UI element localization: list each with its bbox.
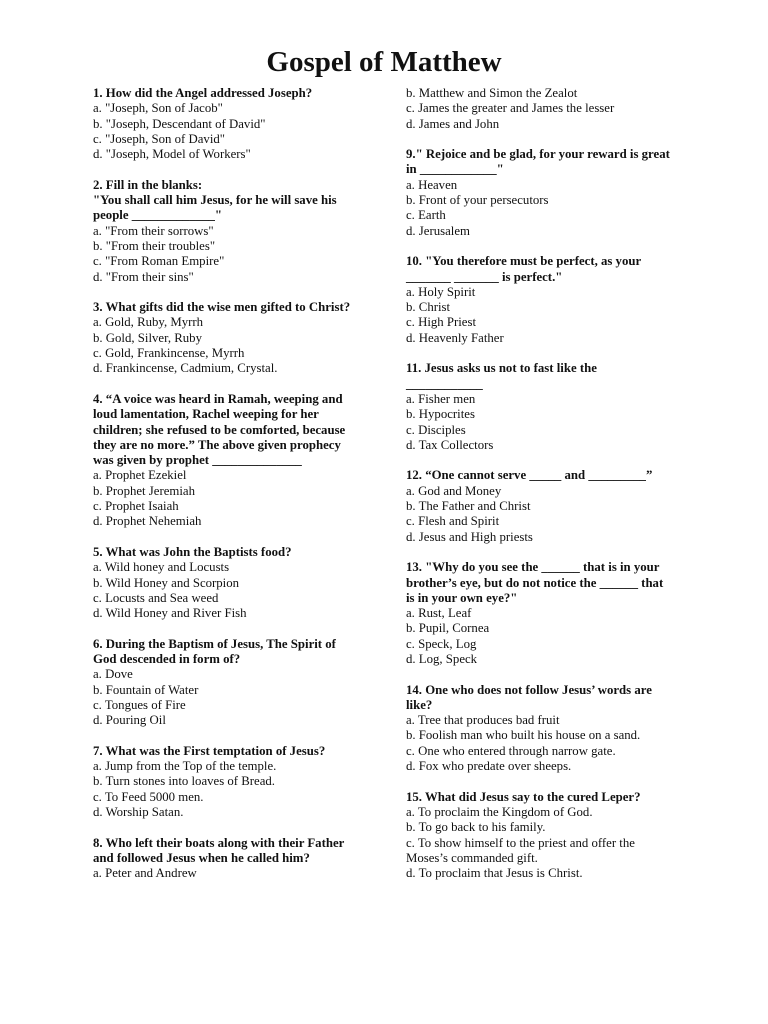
question-7-option-c: c. To Feed 5000 men.: [93, 789, 204, 804]
question-15-option-a: a. To proclaim the Kingdom of God.: [406, 804, 593, 819]
question-13-option-c: c. Speck, Log: [406, 636, 477, 651]
question-1-text: 1. How did the Angel addressed Joseph?: [93, 86, 313, 100]
question-11-text: 11. Jesus asks us not to fast like the ____________: [406, 361, 597, 391]
question-1-option-b: b. "Joseph, Descendant of David": [93, 116, 266, 131]
question-13-option-a: a. Rust, Leaf: [406, 606, 472, 621]
question-14-text: 14. One who does not follow Jesus’ words are like?: [406, 682, 652, 712]
question-5-option-a: a. Wild honey and Locusts: [93, 560, 230, 575]
question-10-option-d: d. Heavenly Father: [406, 330, 504, 345]
question-12-text: 12. “One cannot serve _____ and _________”: [406, 468, 653, 483]
question-1-option-d: d. "Joseph, Model of Workers": [93, 147, 251, 162]
question-15-option-d: d. To proclaim that Jesus is Christ.: [406, 866, 583, 881]
question-6: [93, 637, 361, 729]
question-5-option-c: c. Locusts and Sea weed: [93, 590, 219, 605]
question-5-option-d: d. Wild Honey and River Fish: [93, 606, 247, 621]
question-8-option-b: b. Matthew and Simon the Zealot: [406, 86, 578, 100]
question-8-text: 8. Who left their boats along with their Father and followed Jesus when he called him?: [93, 835, 345, 865]
question-12-option-a: a. God and Money: [406, 483, 502, 498]
question-15-option-c: c. To show himself to the priest and offer the Moses’s commanded gift.: [406, 835, 635, 865]
question-1-option-c: c. "Joseph, Son of David": [93, 131, 226, 146]
question-5-option-b: b. Wild Honey and Scorpion: [93, 575, 240, 590]
question-13-text: 13. "Why do you see the ______ that is in your brother’s eye, but do not notice the ______ that is in your own eye?": [406, 560, 664, 605]
question-8-option-a: a. Peter and Andrew: [93, 866, 197, 881]
question-7-option-a: a. Jump from the Top of the temple.: [93, 759, 277, 774]
question-8: [93, 836, 361, 882]
question-13-option-b: b. Pupil, Cornea: [406, 621, 490, 636]
question-4-option-d: d. Prophet Nehemiah: [93, 514, 202, 529]
question-2-option-d: d. "From their sins": [93, 269, 194, 284]
question-13-option-d: d. Log, Speck: [406, 651, 478, 666]
question-1: [93, 86, 361, 162]
question-13: [406, 560, 674, 667]
question-2-quote: "You shall call him Jesus, for he will save his people _____________": [93, 193, 337, 223]
question-9-text: 9." Rejoice and be glad, for your reward is great in ____________": [406, 147, 670, 177]
question-10-option-c: c. High Priest: [406, 315, 477, 330]
question-9-option-d: d. Jerusalem: [406, 223, 470, 238]
question-2: [93, 178, 361, 285]
question-4-option-b: b. Prophet Jeremiah: [93, 483, 195, 498]
question-14-option-c: c. One who entered through narrow gate.: [406, 743, 616, 758]
question-7-option-d: d. Worship Satan.: [93, 804, 184, 819]
question-4-text: 4. “A voice was heard in Ramah, weeping and loud lamentation, Rachel weeping for her children; she refused to be comforted, because they are no more.” The above given prophecy was given by prophet ______________: [93, 391, 346, 468]
question-12-option-c: c. Flesh and Spirit: [406, 514, 500, 529]
question-5-text: 5. What was John the Baptists food?: [93, 544, 292, 559]
question-14-option-d: d. Fox who predate over sheeps.: [406, 759, 572, 774]
question-7-option-b: b. Turn stones into loaves of Bread.: [93, 774, 275, 789]
question-8-option-c: c. James the greater and James the lesser: [406, 101, 615, 116]
question-4-option-c: c. Prophet Isaiah: [93, 499, 179, 514]
question-6-text: 6. During the Baptism of Jesus, The Spirit of God descended in form of?: [93, 636, 336, 666]
right-column: [406, 86, 674, 897]
question-14-option-a: a. Tree that produces bad fruit: [406, 713, 560, 728]
question-15: [406, 790, 674, 882]
question-9-option-b: b. Front of your persecutors: [406, 193, 549, 208]
question-7-text: 7. What was the First temptation of Jesus?: [93, 743, 326, 758]
page-title: Gospel of Matthew: [266, 46, 502, 78]
question-2-text: 2. Fill in the blanks:: [93, 177, 203, 192]
question-3-text: 3. What gifts did the wise men gifted to Christ?: [93, 300, 351, 315]
question-14: [406, 683, 674, 775]
question-10: [406, 254, 674, 346]
question-3-option-c: c. Gold, Frankincense, Myrrh: [93, 346, 245, 361]
question-8-continued: [406, 86, 674, 132]
question-2-option-b: b. "From their troubles": [93, 238, 216, 253]
question-3: [93, 300, 361, 376]
question-11-option-a: a. Fisher men: [406, 391, 476, 406]
question-11-option-c: c. Disciples: [406, 422, 466, 437]
question-11: [406, 361, 674, 453]
question-11-option-d: d. Tax Collectors: [406, 437, 494, 452]
question-12-option-b: b. The Father and Christ: [406, 499, 531, 514]
question-10-text: 10. "You therefore must be perfect, as your _______ _______ is perfect.": [406, 254, 641, 284]
question-6-option-c: c. Tongues of Fire: [93, 697, 186, 712]
question-12: [406, 468, 674, 544]
question-3-option-b: b. Gold, Silver, Ruby: [93, 330, 202, 345]
question-9: [406, 147, 674, 239]
question-3-option-d: d. Frankincense, Cadmium, Crystal.: [93, 361, 278, 376]
question-2-option-c: c. "From Roman Empire": [93, 254, 225, 269]
question-2-option-a: a. "From their sorrows": [93, 223, 214, 238]
question-9-option-c: c. Earth: [406, 208, 446, 223]
question-6-option-b: b. Fountain of Water: [93, 682, 199, 697]
question-10-option-b: b. Christ: [406, 300, 451, 315]
question-5: [93, 545, 361, 621]
question-14-option-b: b. Foolish man who built his house on a sand.: [406, 728, 641, 743]
left-column: [93, 86, 361, 897]
question-15-text: 15. What did Jesus say to the cured Leper?: [406, 789, 641, 804]
question-7: [93, 744, 361, 820]
question-3-option-a: a. Gold, Ruby, Myrrh: [93, 315, 204, 330]
question-9-option-a: a. Heaven: [406, 177, 458, 192]
question-11-option-b: b. Hypocrites: [406, 407, 475, 422]
question-1-option-a: a. "Joseph, Son of Jacob": [93, 101, 223, 116]
question-8-option-d: d. James and John: [406, 116, 500, 131]
question-4: [93, 392, 361, 530]
question-4-option-a: a. Prophet Ezekiel: [93, 468, 187, 483]
question-10-option-a: a. Holy Spirit: [406, 284, 476, 299]
question-12-option-d: d. Jesus and High priests: [406, 529, 533, 544]
question-6-option-a: a. Dove: [93, 667, 133, 682]
question-15-option-b: b. To go back to his family.: [406, 820, 546, 835]
question-6-option-d: d. Pouring Oil: [93, 713, 166, 728]
